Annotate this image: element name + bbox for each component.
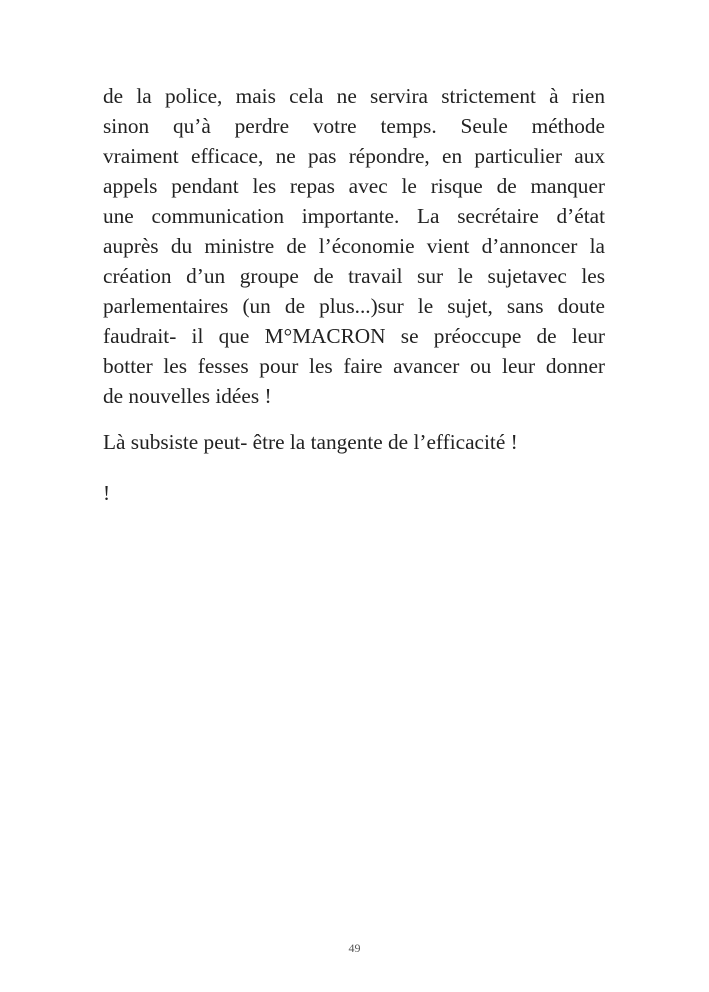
text-line: auprès du ministre de l’économie vient d’annoncer la bbox=[103, 234, 605, 258]
paragraph-3: ! bbox=[103, 481, 111, 505]
text-line: de nouvelles idées ! bbox=[103, 384, 272, 408]
text-line: création d’un groupe de travail sur le sujetavec les bbox=[103, 264, 605, 288]
text-line: une communication importante. La secrétaire d’état bbox=[103, 204, 605, 228]
text-line: de la police, mais cela ne servira strictement à rien bbox=[103, 84, 605, 108]
text-line: botter les fesses pour les faire avancer ou leur donner bbox=[103, 354, 605, 378]
text-line: sinon qu’à perdre votre temps. Seule méthode bbox=[103, 114, 605, 138]
text-line: appels pendant les repas avec le risque de manquer bbox=[103, 174, 605, 198]
paragraph-2: Là subsiste peut- être la tangente de l’efficacité ! bbox=[103, 430, 518, 454]
text-line: faudrait- il que M°MACRON se préoccupe de leur bbox=[103, 324, 605, 348]
paragraph-1 bbox=[103, 81, 605, 411]
page-number: 49 bbox=[348, 941, 361, 955]
text-line: parlementaires (un de plus...)sur le sujet, sans doute bbox=[103, 294, 605, 318]
text-line: vraiment efficace, ne pas répondre, en particulier aux bbox=[103, 144, 605, 168]
